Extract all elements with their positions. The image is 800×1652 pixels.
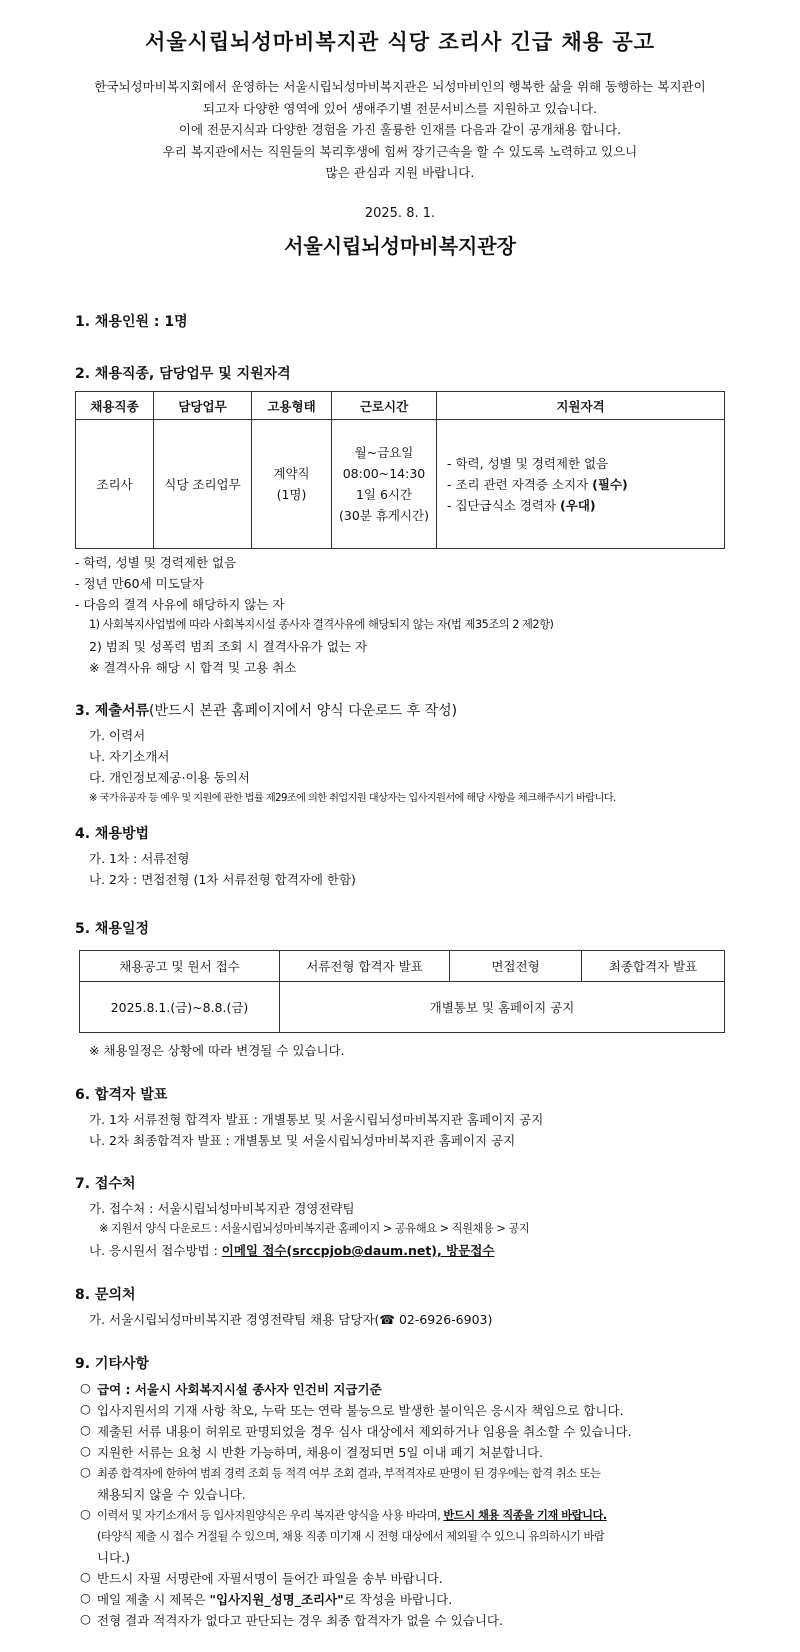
document-item: 나. 자기소개서: [89, 749, 170, 764]
intro-paragraph: [60, 76, 740, 184]
document-item: 다. 개인정보제공·이용 동의서: [89, 770, 250, 785]
misc-item: 제출된 서류 내용이 허위로 판명되었을 경우 심사 대상에서 제외하거나 임용을 취소할 수 있습니다.: [97, 1424, 632, 1439]
announcement-method: 개별통보 및 홈페이지 공지: [280, 982, 725, 1033]
section-9-heading: 9. 기타사항: [75, 1356, 150, 1372]
document-note: ※ 국가유공자 등 예우 및 지원에 관한 법률 제29조에 의한 취업지원 대상자는 입사지원서에 해당 사항을 체크해주시기 바랍니다.: [89, 793, 616, 804]
section-8-heading: 8. 문의처: [75, 1287, 136, 1303]
misc-item: [97, 1507, 607, 1523]
bullet-icon: ○: [80, 1611, 91, 1626]
section-3-heading: [75, 700, 457, 720]
employment-count: (1명): [276, 487, 307, 502]
hours-line: 1일 6시간: [355, 487, 413, 502]
required-tag: (필수): [592, 476, 628, 492]
bullet-icon: ○: [80, 1590, 91, 1605]
duty-cell: 식당 조리업무: [154, 420, 252, 549]
hours-line: 08:00~14:30: [342, 466, 426, 481]
misc-item: 입사지원서의 기재 사항 착오, 누락 또는 연락 불능으로 발생한 불이익은 응시자 책임으로 합니다.: [97, 1403, 624, 1418]
schedule-row: [80, 982, 725, 1033]
misc-text: 이력서 및 자기소개서 등 입사지원양식은 우리 복지관 양식을 사용 바라며,: [97, 1509, 444, 1522]
header-cell: 채용공고 및 원서 접수: [80, 951, 280, 982]
misc-item: 급여 : 서울시 사회복지시설 종사자 인건비 지급기준: [97, 1382, 382, 1397]
header-cell: 채용직종: [76, 392, 154, 420]
job-cell: 조리사: [76, 420, 154, 549]
hours-line: (30분 휴게시간): [338, 508, 429, 523]
hours-line: 월~금요일: [354, 445, 414, 460]
section-7-heading: 7. 접수처: [75, 1176, 136, 1192]
bullet-icon: ○: [80, 1506, 91, 1521]
reception-item: 가. 접수처 : 서울시립뇌성마비복지관 경영전략팀: [89, 1201, 355, 1216]
section-4-heading: 4. 채용방법: [75, 826, 150, 842]
misc-item: 반드시 자필 서명란에 자필서명이 들어간 파일을 송부 바랍니다.: [97, 1571, 443, 1586]
download-note: ※ 지원서 양식 다운로드 : 서울시립뇌성마비복지관 홈페이지 > 공유해요 > 직원채용 > 공지: [99, 1222, 530, 1235]
organization-name: 서울시립뇌성마비복지관장: [284, 234, 516, 258]
section-2-heading: 2. 채용직종, 담당업무 및 지원자격: [75, 366, 291, 382]
employment-type: 계약직: [273, 466, 310, 481]
section-3-title: 3. 제출서류: [75, 703, 150, 719]
misc-item: 지원한 서류는 요청 시 반환 가능하며, 채용이 결정되면 5일 이내 폐기 처분합니다.: [97, 1445, 544, 1460]
intro-line: 많은 관심과 지원 바랍니다.: [325, 165, 475, 180]
misc-text: 로 작성을 바랍니다.: [343, 1592, 453, 1607]
eligibility-note: 2) 범죄 및 성폭력 범죄 조회 시 결격사유가 없는 자: [89, 639, 368, 654]
contact-item: 가. 서울시립뇌성마비복지관 경영전략팀 채용 담당자(☎ 02-6926-6903): [89, 1312, 493, 1327]
bullet-icon: ○: [80, 1380, 91, 1395]
misc-item-cont: 니다.): [97, 1550, 131, 1565]
section-5-heading: 5. 채용일정: [75, 921, 150, 937]
qualification-text: - 집단급식소 경력자: [447, 497, 557, 513]
job-table-row: [76, 420, 725, 549]
job-table: [75, 391, 725, 549]
qualification-text: - 학력, 성별 및 경력제한 없음: [447, 455, 609, 471]
section-6-heading: 6. 합격자 발표: [75, 1087, 168, 1103]
reception-item: [89, 1241, 494, 1259]
job-table-header: [76, 392, 725, 420]
intro-line: 되고자 다양한 영역에 있어 생애주기별 전문서비스를 지원하고 있습니다.: [202, 100, 598, 116]
method-item: 가. 1차 : 서류전형: [89, 851, 190, 866]
qualification-cell: [437, 420, 725, 549]
application-period: 2025.8.1.(금)~8.8.(금): [80, 982, 280, 1033]
bullet-icon: ○: [80, 1401, 91, 1416]
header-cell: 면접전형: [450, 951, 582, 982]
bullet-icon: ○: [80, 1569, 91, 1584]
misc-item: [97, 1590, 452, 1608]
hours-cell: [332, 420, 437, 549]
qualification-text: - 조리 관련 자격증 소지자: [447, 476, 589, 492]
eligibility-note: 1) 사회복지사업법에 따라 사회복지시설 종사자 결격사유에 해당되지 않는 자(법 제35조의 2 제2항): [89, 618, 554, 631]
document-item: 가. 이력서: [89, 728, 146, 743]
header-cell: 담당업무: [154, 392, 252, 420]
header-cell: 근로시간: [332, 392, 437, 420]
eligibility-note: - 정년 만60세 미도달자: [75, 576, 204, 591]
schedule-header: [80, 951, 725, 982]
schedule-table: [79, 950, 725, 1033]
employment-type-cell: [252, 420, 332, 549]
preferred-tag: (우대): [560, 497, 596, 513]
misc-text: 메일 제출 시 제목은: [97, 1592, 210, 1607]
intro-line: 이에 전문지식과 다양한 경험을 가진 훌륭한 인재를 다음과 같이 공개채용 합니다.: [178, 122, 622, 137]
bullet-icon: ○: [80, 1443, 91, 1458]
method-item: 나. 2차 : 면접전형 (1차 서류전형 합격자에 한함): [89, 872, 356, 887]
page-title: 서울시립뇌성마비복지관 식당 조리사 긴급 채용 공고: [145, 30, 655, 54]
bullet-icon: ○: [80, 1464, 91, 1479]
eligibility-note: - 다음의 결격 사유에 해당하지 않는 자: [75, 597, 285, 612]
announcement-item: 나. 2차 최종합격자 발표 : 개별통보 및 서울시립뇌성마비복지관 홈페이지 공지: [89, 1133, 516, 1148]
reception-methods: 이메일 접수(srccpjob@daum.net), 방문접수: [221, 1243, 495, 1258]
announcement-item: 가. 1차 서류전형 합격자 발표 : 개별통보 및 서울시립뇌성마비복지관 홈페이지 공지: [89, 1112, 544, 1127]
intro-line: 우리 복지관에서는 직원들의 복리후생에 힘써 장기근속을 할 수 있도록 노력하고 있으니: [162, 143, 638, 159]
header-cell: 지원자격: [437, 392, 725, 420]
header-cell: 서류전형 합격자 발표: [280, 951, 450, 982]
qualification-line: [447, 453, 724, 474]
misc-item: 최종 합격자에 한하여 범죄 경력 조회 등 적격 여부 조회 결과, 부적격자로 판명이 된 경우에는 합격 취소 또는: [97, 1467, 601, 1480]
notice-date: 2025. 8. 1.: [364, 206, 436, 221]
misc-item-cont: (타양식 제출 시 접수 거절될 수 있으며, 채용 직종 미기재 시 전형 대상에서 제외될 수 있으니 유의하시기 바랍: [97, 1530, 605, 1543]
header-cell: 고용형태: [252, 392, 332, 420]
header-cell: 최종합격자 발표: [582, 951, 725, 982]
eligibility-note: - 학력, 성별 및 경력제한 없음: [75, 555, 237, 570]
qualification-line: [447, 474, 724, 495]
intro-line: 한국뇌성마비복지회에서 운영하는 서울시립뇌성마비복지관은 뇌성마비인의 행복한 삶을 위해 동행하는 복지관이: [94, 79, 706, 94]
eligibility-note: ※ 결격사유 해당 시 합격 및 고용 취소: [89, 660, 297, 675]
reception-label: 나. 응시원서 접수방법 :: [89, 1243, 222, 1258]
misc-emphasis: "입사지원_성명_조리사": [209, 1592, 344, 1607]
section-1-heading: 1. 채용인원 : 1명: [75, 314, 188, 330]
misc-item: 전형 결과 적격자가 없다고 판단되는 경우 최종 합격자가 없을 수 있습니다.: [97, 1613, 503, 1628]
misc-emphasis: 반드시 채용 직종을 기재 바랍니다.: [443, 1509, 607, 1522]
bullet-icon: ○: [80, 1422, 91, 1437]
schedule-note: ※ 채용일정은 상황에 따라 변경될 수 있습니다.: [89, 1043, 345, 1058]
misc-item-cont: 채용되지 않을 수 있습니다.: [97, 1487, 246, 1502]
section-3-subtitle: (반드시 본관 홈페이지에서 양식 다운로드 후 작성): [149, 703, 458, 719]
qualification-line: [447, 495, 724, 516]
